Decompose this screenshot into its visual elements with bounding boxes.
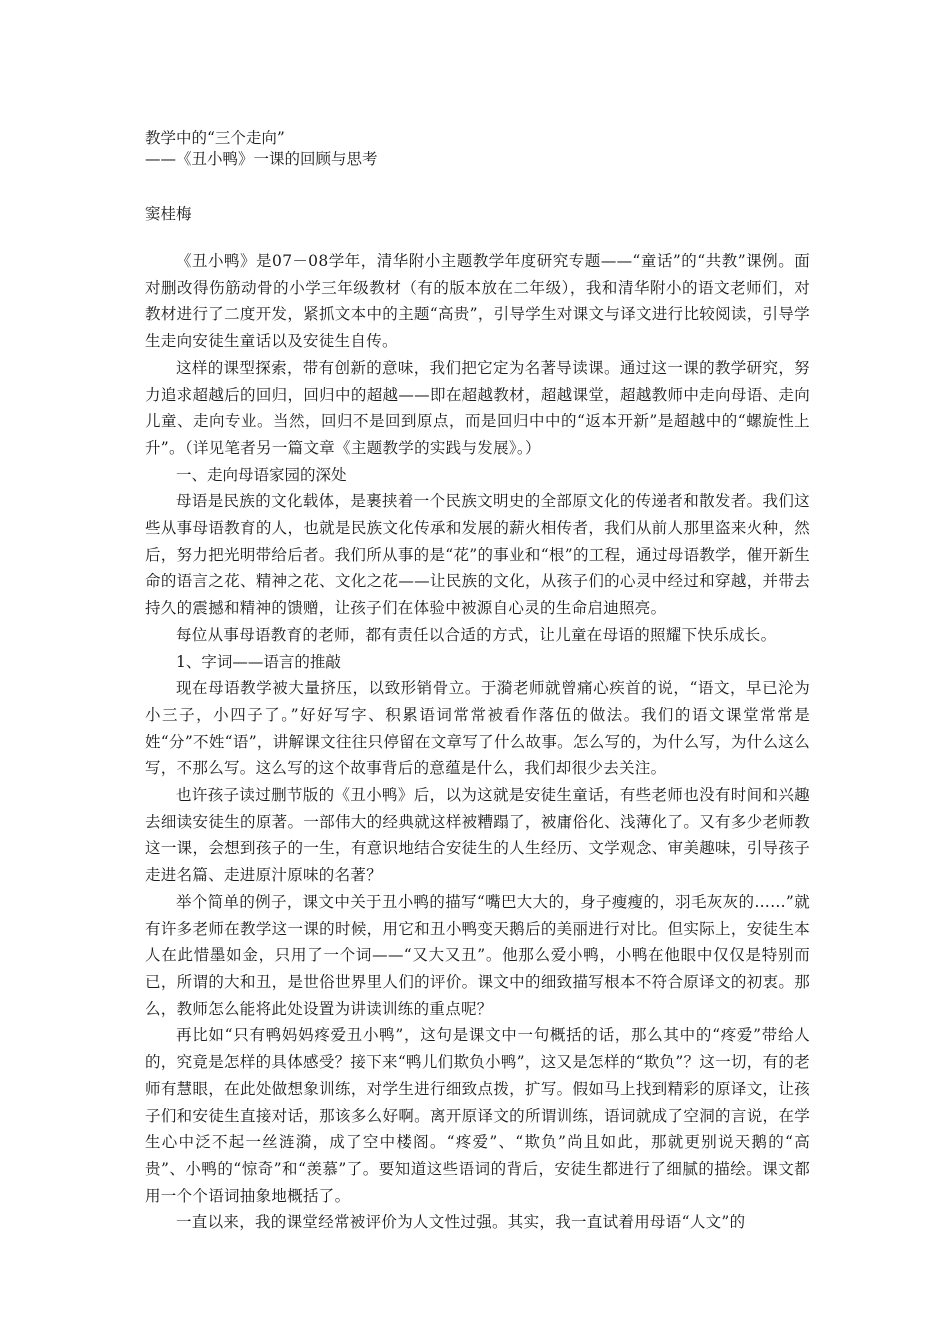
paragraph: 母语是民族的文化载体，是裹挟着一个民族文明史的全部原文化的传递者和散发者。我们这些从事母语教育的人，也就是民族文化传承和发展的薪火相传者，我们从前人那里盗来火种，然后，努力把光明带给后者。我们所从事的是“花”的事业和“根”的工程，通过母语教学，催开新生命的语言之花、精神之花、文化之花——让民族的文化，从孩子们的心灵中经过和穿越，并带去持久的震撼和精神的馈赠，让孩子们在体验中被源自心灵的生命启迪照亮。 [145,492,810,618]
document-subtitle: ——《丑小鸭》一课的回顾与思考 [145,150,378,168]
subsection-heading: 1、字词——语言的推敲 [176,652,341,671]
paragraph: 也许孩子读过删节版的《丑小鸭》后，以为这就是安徒生童话，有些老师也没有时间和兴趣去细读安徒生的原著。一部伟大的经典就这样被糟蹋了，被庸俗化、浅薄化了。又有多少老师教这一课，会想到孩子的一生，有意识地结合安徒生的人生经历、文学观念、审美趣味，引导孩子走进名篇、走进原汁原味的名著？ [145,786,810,885]
paragraph: 每位从事母语教育的老师，都有责任以合适的方式，让儿童在母语的照耀下快乐成长。 [176,625,777,644]
paragraph: 举个简单的例子，课文中关于丑小鸭的描写“嘴巴大大的，身子瘦瘦的，羽毛灰灰的……”就有许多老师在教学这一课的时候，用它和丑小鸭变天鹅后的美丽进行对比。但实际上，安徒生本人在此惜墨如金，只用了一个词——“又大又丑”。他那么爱小鸭，小鸭在他眼中仅仅是特别而已，所谓的大和丑，是世俗世界里人们的评价。课文中的细致描写根本不符合原译文的初衷。那么，教师怎么能将此处设置为讲读训练的重点呢？ [145,892,810,1018]
author-name: 窦桂梅 [145,205,192,223]
paragraph: 再比如“只有鸭妈妈疼爱丑小鸭”，这句是课文中一句概括的话，那么其中的“疼爱”带给人的，究竟是怎样的具体感受？接下来“鸭儿们欺负小鸭”，这又是怎样的“欺负”？这一切，有的老师有慧眼，在此处做想象训练，对学生进行细致点拨，扩写。假如马上找到精彩的原译文，让孩子们和安徒生直接对话，那该多么好啊。离开原译文的所谓训练，语词就成了空洞的言说，在学生心中泛不起一丝涟漪，成了空中楼阁。“疼爱”、“欺负”尚且如此，那就更别说天鹅的“高贵”、小鸭的“惊奇”和“羡慕”了。要知道这些语词的背后，安徒生都进行了细腻的描绘。课文都用一个个语词抽象地概括了。 [145,1026,810,1205]
paragraph: 现在母语教学被大量挤压，以致形销骨立。于漪老师就曾痛心疾首的说，“语文，早已沦为小三子，小四子了。”好好写字、积累语词常常被看作落伍的做法。我们的语文课堂常常是姓“分”不姓“语”，讲解课文往往只停留在文章写了什么故事。怎么写的，为什么写，为什么这么写，不那么写。这么写的这个故事背后的意蕴是什么，我们却很少去关注。 [145,679,810,778]
paragraph: 这样的课型探索，带有创新的意味，我们把它定为名著导读课。通过这一课的教学研究，努力追求超越后的回归，回归中的超越——即在超越教材，超越课堂，超越教师中走向母语、走向儿童、走向专业。当然，回归不是回到原点，而是回归中中的“返本开新”是超越中的“螺旋性上升”。（详见笔者另一篇文章《主题教学的实践与发展》。） [145,358,810,457]
paragraph: 《丑小鸭》是07－08学年，清华附小主题教学年度研究专题——“童话”的“共教”课例。面对删改得伤筋动骨的小学三年级教材（有的版本放在二年级），我和清华附小的语文老师们，对教材进行了二度开发，紧抓文本中的主题“高贵”，引导学生对课文与译文进行比较阅读，引导学生走向安徒生童话以及安徒生自传。 [145,252,810,351]
section-heading: 一、走向母语家园的深处 [176,465,347,484]
document-title: 教学中的“三个走向” [145,129,285,147]
paragraph: 一直以来，我的课堂经常被评价为人文性过强。其实，我一直试着用母语“人文”的 [176,1213,746,1232]
document-body [145,248,810,1236]
document-content [145,128,810,1232]
